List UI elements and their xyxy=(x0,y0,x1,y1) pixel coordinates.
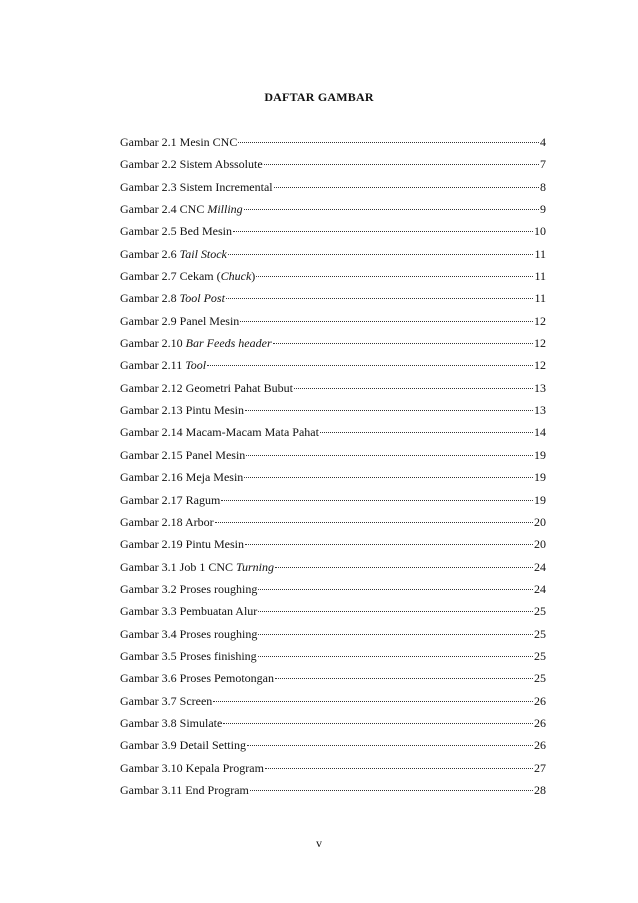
toc-entry-text: Gambar 3.1 Job 1 CNC xyxy=(120,559,236,574)
toc-entry-label xyxy=(120,314,239,328)
dot-leader xyxy=(207,364,533,366)
list-of-figures xyxy=(120,135,546,805)
toc-entry-text: Gambar 2.16 Meja Mesin xyxy=(120,470,244,485)
toc-entry xyxy=(120,671,546,693)
toc-entry-text: Gambar 2.13 Pintu Mesin xyxy=(120,403,244,418)
toc-entry xyxy=(120,716,546,738)
toc-entry-italic-text: Tool Post xyxy=(179,291,225,306)
toc-entry-label xyxy=(120,649,257,663)
toc-entry-label xyxy=(120,180,273,194)
toc-entry-text: Gambar 2.8 xyxy=(120,291,180,306)
toc-entry xyxy=(120,336,546,358)
toc-entry-text: Gambar 3.5 Proses finishing xyxy=(120,648,257,663)
toc-entry-label xyxy=(120,135,237,149)
toc-entry-text: Gambar 3.11 End Program xyxy=(120,782,249,797)
toc-entry xyxy=(120,604,546,626)
toc-entry xyxy=(120,761,546,783)
toc-entry-page: 28 xyxy=(534,782,546,797)
toc-entry-page: 25 xyxy=(534,648,546,663)
toc-entry-text: Gambar 2.7 Cekam ( xyxy=(120,269,221,284)
toc-entry-text: Gambar 3.10 Kepala Program xyxy=(120,760,264,775)
toc-entry-text: Gambar 2.19 Pintu Mesin xyxy=(120,537,244,552)
toc-entry-text: Gambar 3.9 Detail Setting xyxy=(120,738,246,753)
toc-entry-text-suffix: ) xyxy=(251,269,256,284)
toc-entry-page: 10 xyxy=(534,224,546,239)
dot-leader xyxy=(273,342,533,344)
toc-entry xyxy=(120,560,546,582)
dot-leader xyxy=(265,767,533,769)
toc-entry-label xyxy=(120,247,227,261)
toc-entry-label xyxy=(120,738,246,752)
toc-entry-page: 19 xyxy=(534,492,546,507)
toc-entry-italic-text: Milling xyxy=(207,202,243,217)
toc-entry xyxy=(120,381,546,403)
toc-entry-text: Gambar 2.14 Macam-Macam Mata Pahat xyxy=(120,425,319,440)
toc-entry-text: Gambar 3.6 Proses Pemotongan xyxy=(120,671,274,686)
toc-entry xyxy=(120,448,546,470)
toc-entry-label xyxy=(120,582,257,596)
toc-entry-label xyxy=(120,783,249,797)
dot-leader xyxy=(213,700,533,702)
dot-leader xyxy=(274,186,539,188)
toc-entry-text: Gambar 2.18 Arbor xyxy=(120,514,214,529)
toc-entry xyxy=(120,537,546,559)
toc-entry-label xyxy=(120,694,212,708)
dot-leader xyxy=(247,744,533,746)
dot-leader xyxy=(246,454,533,456)
toc-entry-label xyxy=(120,358,206,372)
toc-entry xyxy=(120,202,546,224)
toc-entry-page: 24 xyxy=(534,581,546,596)
toc-entry-page: 12 xyxy=(534,358,546,373)
toc-entry-page: 11 xyxy=(534,269,546,284)
dot-leader xyxy=(240,320,533,322)
toc-entry xyxy=(120,291,546,313)
toc-entry xyxy=(120,515,546,537)
dot-leader xyxy=(294,387,533,389)
dot-leader xyxy=(238,141,539,143)
toc-entry-text: Gambar 2.6 xyxy=(120,246,180,261)
toc-entry-italic-text: Chuck xyxy=(220,269,252,284)
toc-entry xyxy=(120,493,546,515)
toc-entry-page: 4 xyxy=(540,135,546,149)
page-number: v xyxy=(316,836,322,850)
toc-entry xyxy=(120,738,546,760)
dot-leader xyxy=(275,677,533,679)
dot-leader xyxy=(258,633,533,635)
toc-entry-label xyxy=(120,627,257,641)
toc-entry-text: Gambar 2.2 Sistem Abssolute xyxy=(120,157,263,172)
toc-entry-text: Gambar 2.11 xyxy=(120,358,186,373)
toc-entry-italic-text: Tail Stock xyxy=(179,246,227,261)
toc-entry-label xyxy=(120,157,263,171)
dot-leader xyxy=(275,566,533,568)
toc-entry-label xyxy=(120,761,264,775)
toc-entry xyxy=(120,403,546,425)
toc-entry-text: Gambar 2.4 CNC xyxy=(120,202,208,217)
toc-entry-text: Gambar 3.3 Pembuatan Alur xyxy=(120,604,258,619)
toc-entry-label xyxy=(120,515,214,529)
toc-entry-italic-text: Bar Feeds header xyxy=(185,336,272,351)
toc-entry-italic-text: Turning xyxy=(236,559,275,574)
toc-entry-label xyxy=(120,537,244,551)
toc-entry-text: Gambar 2.15 Panel Mesin xyxy=(120,447,246,462)
toc-entry xyxy=(120,582,546,604)
toc-entry-page: 14 xyxy=(534,425,546,440)
toc-entry-page: 13 xyxy=(534,380,546,395)
toc-entry-page: 26 xyxy=(534,738,546,753)
dot-leader xyxy=(221,499,533,501)
toc-entry-text: Gambar 2.3 Sistem Incremental xyxy=(120,179,273,194)
toc-entry-page: 19 xyxy=(534,447,546,462)
toc-entry xyxy=(120,180,546,202)
toc-entry-text: Gambar 2.5 Bed Mesin xyxy=(120,224,232,239)
toc-entry-page: 11 xyxy=(534,246,546,261)
dot-leader xyxy=(250,789,533,791)
dot-leader xyxy=(256,275,533,277)
toc-entry-text: Gambar 2.10 xyxy=(120,336,186,351)
dot-leader xyxy=(226,297,534,299)
toc-entry-label xyxy=(120,560,274,574)
toc-entry-page: 26 xyxy=(534,715,546,730)
toc-entry-page: 7 xyxy=(540,157,546,172)
toc-entry-italic-text: Tool xyxy=(185,358,207,373)
toc-entry-text: Gambar 2.12 Geometri Pahat Bubut xyxy=(120,380,293,395)
toc-entry-label xyxy=(120,336,272,350)
dot-leader xyxy=(258,655,533,657)
toc-entry-label xyxy=(120,291,225,305)
toc-entry-label xyxy=(120,470,243,484)
toc-entry-page: 11 xyxy=(534,291,546,306)
toc-entry-text: Gambar 3.4 Proses roughing xyxy=(120,626,258,641)
toc-entry-text: Gambar 3.7 Screen xyxy=(120,693,213,708)
toc-entry-label xyxy=(120,381,293,395)
toc-entry-label xyxy=(120,493,220,507)
toc-entry xyxy=(120,247,546,269)
toc-entry-page: 25 xyxy=(534,604,546,619)
toc-entry-page: 24 xyxy=(534,559,546,574)
toc-entry xyxy=(120,783,546,805)
page-title: DAFTAR GAMBAR xyxy=(264,90,374,104)
toc-entry-label xyxy=(120,224,232,238)
toc-entry-page: 20 xyxy=(534,514,546,529)
toc-entry xyxy=(120,627,546,649)
toc-entry-text: Gambar 2.17 Ragum xyxy=(120,492,221,507)
toc-entry-label xyxy=(120,202,243,216)
toc-entry-page: 8 xyxy=(540,179,546,194)
dot-leader xyxy=(258,610,533,612)
dot-leader xyxy=(223,722,533,724)
dot-leader xyxy=(320,431,533,433)
toc-entry-label xyxy=(120,403,244,417)
toc-entry-page: 12 xyxy=(534,336,546,351)
toc-entry-label xyxy=(120,671,274,685)
toc-entry-label xyxy=(120,716,222,730)
toc-entry-text: Gambar 3.8 Simulate xyxy=(120,715,223,730)
dot-leader xyxy=(233,230,533,232)
toc-entry-page: 27 xyxy=(534,760,546,775)
dot-leader xyxy=(245,409,533,411)
toc-entry xyxy=(120,224,546,246)
toc-entry-label xyxy=(120,269,255,283)
toc-entry xyxy=(120,358,546,380)
dot-leader xyxy=(264,163,539,165)
toc-entry-label xyxy=(120,604,257,618)
toc-entry xyxy=(120,425,546,447)
toc-entry-page: 25 xyxy=(534,671,546,686)
toc-entry xyxy=(120,470,546,492)
toc-entry xyxy=(120,135,546,157)
dot-leader xyxy=(245,543,533,545)
toc-entry-page: 13 xyxy=(534,403,546,418)
toc-entry-page: 19 xyxy=(534,470,546,485)
dot-leader xyxy=(244,476,533,478)
toc-entry-page: 25 xyxy=(534,626,546,641)
toc-entry xyxy=(120,157,546,179)
toc-entry-page: 26 xyxy=(534,693,546,708)
dot-leader xyxy=(258,588,533,590)
toc-entry xyxy=(120,649,546,671)
toc-entry-text: Gambar 2.9 Panel Mesin xyxy=(120,313,240,328)
dot-leader xyxy=(244,208,539,210)
dot-leader xyxy=(228,253,534,255)
toc-entry-label xyxy=(120,425,319,439)
toc-entry-label xyxy=(120,448,245,462)
toc-entry xyxy=(120,269,546,291)
toc-entry-text: Gambar 3.2 Proses roughing xyxy=(120,581,258,596)
toc-entry xyxy=(120,694,546,716)
dot-leader xyxy=(215,521,533,523)
toc-entry-page: 9 xyxy=(540,202,546,217)
toc-entry-text: Gambar 2.1 Mesin CNC xyxy=(120,135,238,149)
toc-entry-page: 12 xyxy=(534,313,546,328)
toc-entry xyxy=(120,314,546,336)
toc-entry-page: 20 xyxy=(534,537,546,552)
